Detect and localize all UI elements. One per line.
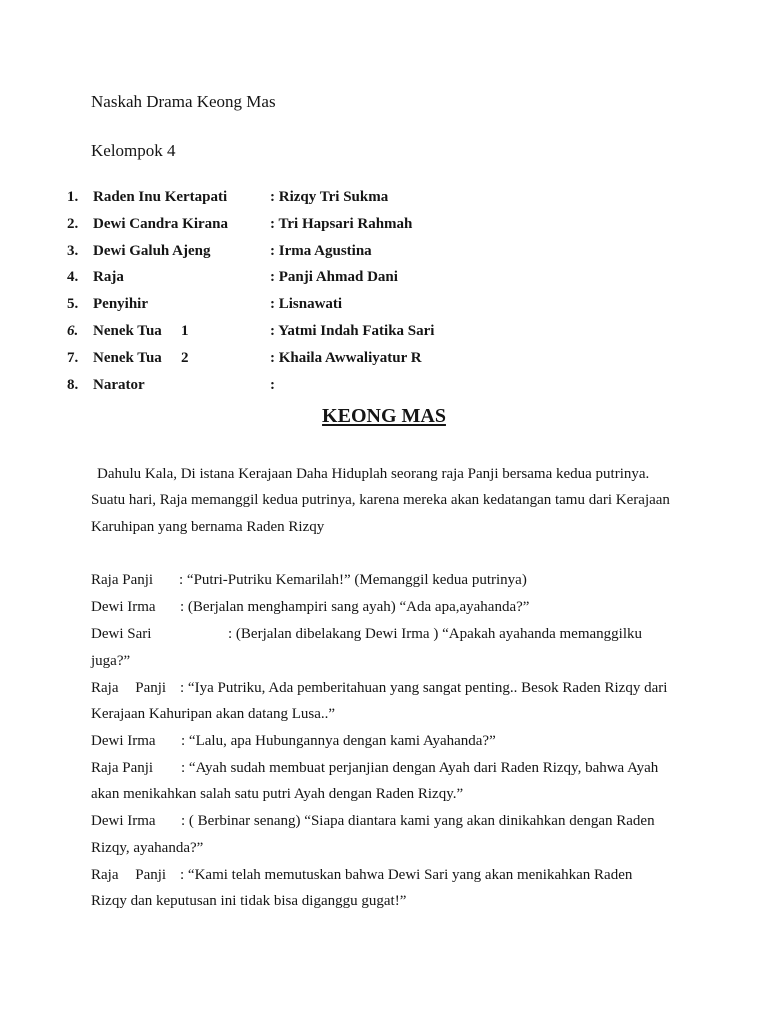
narration-line xyxy=(0,465,768,483)
dialogue-text: Rizqy, ayahanda?” xyxy=(91,840,204,856)
narration-text: Suatu hari, Raja memanggil kedua putrinya, karena mereka akan kedatangan tamu dari Kerajaan xyxy=(91,492,670,508)
cast-number: 4. xyxy=(67,269,79,285)
cast-number: 5. xyxy=(67,296,79,312)
dialogue-continuation xyxy=(0,705,768,723)
cast-actor: : Irma Agustina xyxy=(270,243,372,259)
dialogue-speaker: Raja Panji xyxy=(91,572,154,588)
cast-role: Narator xyxy=(93,377,145,393)
cast-number: 1. xyxy=(67,189,79,205)
dialogue-text: : ( Berbinar senang) “Siapa diantara kami yang akan dinikahkan dengan Raden xyxy=(181,813,655,829)
cast-actor: : Lisnawati xyxy=(270,296,343,312)
cast-number: 7. xyxy=(67,350,79,366)
dialogue-line xyxy=(0,679,768,697)
dialogue-text: : (Berjalan dibelakang Dewi Irma ) “Apakah ayahanda memanggilku xyxy=(228,626,643,642)
dialogue-speaker: Raja Panji xyxy=(91,680,167,696)
dialogue-text: : “Kami telah memutuskan bahwa Dewi Sari yang akan menikahkan Raden xyxy=(180,867,633,883)
story-title: KEONG MAS xyxy=(322,405,446,427)
narration-text: Dahulu Kala, Di istana Kerajaan Daha Hiduplah seorang raja Panji bersama kedua putrinya. xyxy=(97,466,650,482)
dialogue-speaker: Dewi Irma xyxy=(91,599,156,615)
group-label: Kelompok 4 xyxy=(91,141,176,160)
cast-role: Dewi Galuh Ajeng xyxy=(93,243,211,259)
dialogue-line xyxy=(0,571,768,589)
cast-role: Raja xyxy=(93,269,124,285)
dialogue-line xyxy=(0,732,768,750)
dialogue-text: : (Berjalan menghampiri sang ayah) “Ada apa,ayahanda?” xyxy=(180,599,530,615)
cast-actor: : Yatmi Indah Fatika Sari xyxy=(270,323,435,339)
cast-row xyxy=(0,188,768,206)
cast-row xyxy=(0,268,768,286)
dialogue-text: Kerajaan Kahuripan akan datang Lusa..” xyxy=(91,706,336,722)
dialogue-text: : “Lalu, apa Hubungannya dengan kami Ayahanda?” xyxy=(181,733,496,749)
cast-row xyxy=(0,215,768,233)
dialogue-line xyxy=(0,759,768,777)
cast-row xyxy=(0,242,768,260)
cast-actor: : Rizqy Tri Sukma xyxy=(270,189,389,205)
cast-role: Raden Inu Kertapati xyxy=(93,189,228,205)
narration-text: Karuhipan yang bernama Raden Rizqy xyxy=(91,519,325,535)
dialogue-speaker: Raja Panji xyxy=(91,867,167,883)
cast-number: 6. xyxy=(67,323,79,339)
cast-actor: : xyxy=(270,377,275,393)
cast-actor: : Panji Ahmad Dani xyxy=(270,269,398,285)
dialogue-speaker: Dewi Irma xyxy=(91,733,156,749)
dialogue-line xyxy=(0,625,768,643)
dialogue-line xyxy=(0,866,768,884)
dialogue-text: : “Iya Putriku, Ada pemberitahuan yang sangat penting.. Besok Raden Rizqy dari xyxy=(180,680,668,696)
cast-role: Dewi Candra Kirana xyxy=(93,216,228,232)
cast-role-suffix: 2 xyxy=(181,350,189,366)
cast-role: Penyihir xyxy=(93,296,148,312)
cast-role: Nenek Tua xyxy=(93,350,162,366)
dialogue-line xyxy=(0,598,768,616)
dialogue-speaker: Raja Panji xyxy=(91,760,154,776)
dialogue-speaker: Dewi Irma xyxy=(91,813,156,829)
dialogue-continuation xyxy=(0,892,768,910)
dialogue-line xyxy=(0,812,768,830)
cast-number: 3. xyxy=(67,243,79,259)
cast-number: 8. xyxy=(67,377,79,393)
dialogue-text: akan menikahkan salah satu putri Ayah dengan Raden Rizqy.” xyxy=(91,786,464,802)
dialogue-continuation xyxy=(0,839,768,857)
cast-row xyxy=(0,295,768,313)
dialogue-text: : “Putri-Putriku Kemarilah!” (Memanggil kedua putrinya) xyxy=(179,572,527,588)
dialogue-speaker: Dewi Sari xyxy=(91,626,152,642)
dialogue-continuation xyxy=(0,785,768,803)
dialogue-text: : “Ayah sudah membuat perjanjian dengan Ayah dari Raden Rizqy, bahwa Ayah xyxy=(181,760,659,776)
document-heading: Naskah Drama Keong Mas xyxy=(91,92,276,111)
cast-actor: : Khaila Awwaliyatur R xyxy=(270,350,422,366)
cast-row xyxy=(0,322,768,340)
cast-row xyxy=(0,349,768,367)
cast-row xyxy=(0,376,768,394)
dialogue-text: juga?” xyxy=(91,653,131,669)
narration-line xyxy=(0,518,768,536)
cast-role: Nenek Tua xyxy=(93,323,162,339)
cast-number: 2. xyxy=(67,216,79,232)
dialogue-text: Rizqy dan keputusan ini tidak bisa diganggu gugat!” xyxy=(91,893,407,909)
narration-line xyxy=(0,491,768,509)
dialogue-continuation xyxy=(0,652,768,670)
cast-role-suffix: 1 xyxy=(181,323,189,339)
cast-actor: : Tri Hapsari Rahmah xyxy=(270,216,413,232)
